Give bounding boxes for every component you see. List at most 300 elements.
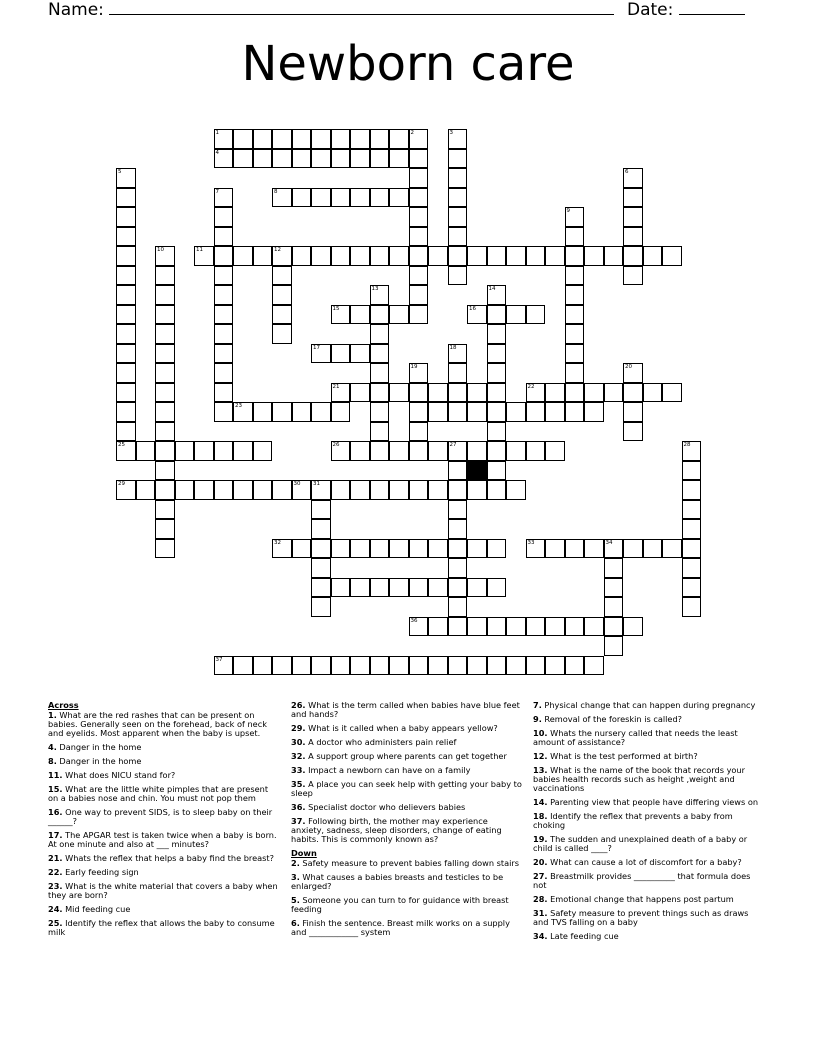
crossword-cell[interactable]	[662, 383, 682, 403]
crossword-cell[interactable]	[370, 129, 390, 149]
crossword-cell[interactable]	[233, 149, 253, 169]
crossword-cell[interactable]	[545, 402, 565, 422]
crossword-cell[interactable]	[233, 246, 253, 266]
crossword-cell[interactable]	[331, 383, 351, 403]
crossword-cell[interactable]	[467, 578, 487, 598]
crossword-cell[interactable]	[214, 480, 234, 500]
crossword-cell[interactable]	[155, 500, 175, 520]
crossword-cell[interactable]	[682, 558, 702, 578]
crossword-cell[interactable]	[311, 149, 331, 169]
crossword-cell[interactable]	[370, 305, 390, 325]
crossword-cell[interactable]	[389, 539, 409, 559]
crossword-cell[interactable]	[350, 539, 370, 559]
crossword-cell[interactable]	[292, 149, 312, 169]
crossword-cell[interactable]	[175, 480, 195, 500]
crossword-cell[interactable]	[428, 539, 448, 559]
crossword-cell[interactable]	[448, 558, 468, 578]
crossword-cell[interactable]	[272, 305, 292, 325]
crossword-cell[interactable]	[116, 168, 136, 188]
crossword-cell[interactable]	[623, 422, 643, 442]
crossword-cell[interactable]	[272, 188, 292, 208]
crossword-cell[interactable]	[584, 246, 604, 266]
crossword-cell[interactable]	[428, 480, 448, 500]
crossword-cell[interactable]	[233, 129, 253, 149]
crossword-cell[interactable]	[331, 539, 351, 559]
crossword-cell[interactable]	[272, 324, 292, 344]
crossword-cell[interactable]	[214, 441, 234, 461]
crossword-cell[interactable]	[116, 285, 136, 305]
crossword-cell[interactable]	[526, 402, 546, 422]
crossword-cell[interactable]	[116, 227, 136, 247]
crossword-cell[interactable]	[584, 383, 604, 403]
crossword-cell[interactable]	[448, 168, 468, 188]
crossword-cell[interactable]	[331, 402, 351, 422]
crossword-cell[interactable]	[370, 402, 390, 422]
crossword-cell[interactable]	[311, 188, 331, 208]
crossword-cell[interactable]	[623, 266, 643, 286]
crossword-cell[interactable]	[467, 402, 487, 422]
crossword-cell[interactable]	[448, 441, 468, 461]
crossword-cell[interactable]	[428, 402, 448, 422]
crossword-cell[interactable]	[604, 539, 624, 559]
crossword-cell[interactable]	[350, 129, 370, 149]
crossword-cell[interactable]	[409, 480, 429, 500]
crossword-cell[interactable]	[350, 441, 370, 461]
crossword-cell[interactable]	[214, 188, 234, 208]
crossword-cell[interactable]	[604, 578, 624, 598]
crossword-cell[interactable]	[155, 246, 175, 266]
crossword-cell[interactable]	[370, 656, 390, 676]
crossword-cell[interactable]	[311, 344, 331, 364]
crossword-cell[interactable]	[116, 188, 136, 208]
crossword-cell[interactable]	[623, 188, 643, 208]
crossword-cell[interactable]	[584, 656, 604, 676]
crossword-cell[interactable]	[506, 656, 526, 676]
crossword-cell[interactable]	[136, 441, 156, 461]
crossword-cell[interactable]	[331, 246, 351, 266]
crossword-cell[interactable]	[409, 656, 429, 676]
crossword-cell[interactable]	[448, 461, 468, 481]
crossword-cell[interactable]	[682, 441, 702, 461]
crossword-cell[interactable]	[604, 246, 624, 266]
crossword-cell[interactable]	[389, 246, 409, 266]
crossword-cell[interactable]	[116, 324, 136, 344]
crossword-cell[interactable]	[272, 129, 292, 149]
crossword-cell[interactable]	[409, 422, 429, 442]
crossword-cell[interactable]	[370, 324, 390, 344]
crossword-cell[interactable]	[311, 597, 331, 617]
crossword-cell[interactable]	[389, 578, 409, 598]
crossword-cell[interactable]	[565, 305, 585, 325]
crossword-cell[interactable]	[350, 246, 370, 266]
crossword-cell[interactable]	[487, 441, 507, 461]
crossword-cell[interactable]	[409, 207, 429, 227]
crossword-cell[interactable]	[409, 285, 429, 305]
crossword-cell[interactable]	[682, 597, 702, 617]
crossword-cell[interactable]	[116, 383, 136, 403]
crossword-cell[interactable]	[448, 227, 468, 247]
crossword-cell[interactable]	[350, 480, 370, 500]
crossword-cell[interactable]	[682, 519, 702, 539]
crossword-cell[interactable]	[487, 363, 507, 383]
crossword-cell[interactable]	[155, 344, 175, 364]
crossword-cell[interactable]	[155, 519, 175, 539]
crossword-cell[interactable]	[565, 402, 585, 422]
crossword-cell[interactable]	[662, 246, 682, 266]
crossword-cell[interactable]	[467, 305, 487, 325]
crossword-cell[interactable]	[272, 266, 292, 286]
crossword-cell[interactable]	[467, 383, 487, 403]
crossword-cell[interactable]	[623, 363, 643, 383]
crossword-cell[interactable]	[214, 266, 234, 286]
crossword-cell[interactable]	[409, 402, 429, 422]
crossword-cell[interactable]	[214, 383, 234, 403]
crossword-cell[interactable]	[487, 246, 507, 266]
crossword-cell[interactable]	[682, 578, 702, 598]
crossword-cell[interactable]	[428, 441, 448, 461]
crossword-cell[interactable]	[448, 480, 468, 500]
crossword-cell[interactable]	[682, 461, 702, 481]
crossword-cell[interactable]	[448, 246, 468, 266]
crossword-cell[interactable]	[350, 188, 370, 208]
crossword-cell[interactable]	[448, 207, 468, 227]
crossword-cell[interactable]	[350, 344, 370, 364]
crossword-cell[interactable]	[545, 656, 565, 676]
crossword-cell[interactable]	[292, 480, 312, 500]
crossword-cell[interactable]	[253, 129, 273, 149]
crossword-cell[interactable]	[136, 480, 156, 500]
crossword-cell[interactable]	[487, 305, 507, 325]
crossword-cell[interactable]	[487, 617, 507, 637]
crossword-cell[interactable]	[214, 656, 234, 676]
crossword-cell[interactable]	[331, 188, 351, 208]
crossword-cell[interactable]	[272, 539, 292, 559]
crossword-cell[interactable]	[370, 285, 390, 305]
crossword-cell[interactable]	[506, 305, 526, 325]
crossword-cell[interactable]	[506, 617, 526, 637]
crossword-cell[interactable]	[292, 656, 312, 676]
crossword-cell[interactable]	[565, 539, 585, 559]
crossword-cell[interactable]	[331, 656, 351, 676]
crossword-cell[interactable]	[584, 617, 604, 637]
crossword-cell[interactable]	[604, 558, 624, 578]
crossword-cell[interactable]	[116, 266, 136, 286]
crossword-cell[interactable]	[331, 578, 351, 598]
crossword-cell[interactable]	[565, 324, 585, 344]
crossword-cell[interactable]	[116, 363, 136, 383]
crossword-cell[interactable]	[370, 441, 390, 461]
crossword-cell[interactable]	[116, 422, 136, 442]
crossword-cell[interactable]	[155, 480, 175, 500]
crossword-cell[interactable]	[448, 500, 468, 520]
crossword-cell[interactable]	[292, 539, 312, 559]
crossword-cell[interactable]	[370, 383, 390, 403]
crossword-cell[interactable]	[526, 656, 546, 676]
crossword-cell[interactable]	[292, 402, 312, 422]
crossword-cell[interactable]	[350, 383, 370, 403]
crossword-cell[interactable]	[311, 402, 331, 422]
crossword-cell[interactable]	[409, 617, 429, 637]
crossword-cell[interactable]	[311, 656, 331, 676]
crossword-cell[interactable]	[389, 129, 409, 149]
crossword-cell[interactable]	[370, 480, 390, 500]
crossword-cell[interactable]	[214, 402, 234, 422]
crossword-cell[interactable]	[565, 344, 585, 364]
crossword-cell[interactable]	[292, 246, 312, 266]
crossword-cell[interactable]	[623, 383, 643, 403]
crossword-cell[interactable]	[214, 344, 234, 364]
crossword-cell[interactable]	[214, 149, 234, 169]
crossword-cell[interactable]	[409, 246, 429, 266]
crossword-cell[interactable]	[448, 129, 468, 149]
crossword-cell[interactable]	[233, 402, 253, 422]
crossword-cell[interactable]	[545, 246, 565, 266]
crossword-cell[interactable]	[409, 149, 429, 169]
crossword-cell[interactable]	[370, 188, 390, 208]
crossword-cell[interactable]	[370, 363, 390, 383]
crossword-cell[interactable]	[253, 402, 273, 422]
crossword-cell[interactable]	[214, 227, 234, 247]
crossword-cell[interactable]	[565, 363, 585, 383]
crossword-cell[interactable]	[526, 617, 546, 637]
crossword-cell[interactable]	[214, 305, 234, 325]
crossword-cell[interactable]	[409, 168, 429, 188]
crossword-cell[interactable]	[526, 246, 546, 266]
crossword-cell[interactable]	[526, 441, 546, 461]
crossword-cell[interactable]	[214, 324, 234, 344]
crossword-cell[interactable]	[214, 285, 234, 305]
crossword-cell[interactable]	[311, 246, 331, 266]
crossword-cell[interactable]	[467, 656, 487, 676]
crossword-cell[interactable]	[506, 441, 526, 461]
crossword-cell[interactable]	[233, 480, 253, 500]
crossword-cell[interactable]	[487, 480, 507, 500]
crossword-cell[interactable]	[467, 480, 487, 500]
crossword-cell[interactable]	[155, 441, 175, 461]
crossword-cell[interactable]	[409, 188, 429, 208]
crossword-cell[interactable]	[545, 383, 565, 403]
crossword-cell[interactable]	[311, 480, 331, 500]
crossword-cell[interactable]	[116, 344, 136, 364]
crossword-cell[interactable]	[526, 539, 546, 559]
crossword-cell[interactable]	[448, 188, 468, 208]
crossword-cell[interactable]	[506, 246, 526, 266]
crossword-cell[interactable]	[623, 539, 643, 559]
crossword-cell[interactable]	[448, 149, 468, 169]
crossword-cell[interactable]	[643, 539, 663, 559]
crossword-cell[interactable]	[350, 149, 370, 169]
crossword-cell[interactable]	[155, 461, 175, 481]
crossword-cell[interactable]	[389, 383, 409, 403]
crossword-cell[interactable]	[389, 188, 409, 208]
crossword-cell[interactable]	[370, 539, 390, 559]
crossword-cell[interactable]	[409, 539, 429, 559]
crossword-cell[interactable]	[409, 578, 429, 598]
crossword-cell[interactable]	[565, 383, 585, 403]
crossword-cell[interactable]	[370, 344, 390, 364]
crossword-cell[interactable]	[311, 519, 331, 539]
crossword-cell[interactable]	[604, 597, 624, 617]
crossword-cell[interactable]	[409, 441, 429, 461]
crossword-cell[interactable]	[448, 597, 468, 617]
crossword-cell[interactable]	[272, 480, 292, 500]
crossword-cell[interactable]	[487, 461, 507, 481]
crossword-cell[interactable]	[272, 285, 292, 305]
crossword-cell[interactable]	[233, 441, 253, 461]
crossword-cell[interactable]	[487, 285, 507, 305]
crossword-cell[interactable]	[292, 188, 312, 208]
crossword-cell[interactable]	[370, 422, 390, 442]
crossword-cell[interactable]	[155, 402, 175, 422]
crossword-cell[interactable]	[428, 246, 448, 266]
crossword-cell[interactable]	[331, 480, 351, 500]
crossword-cell[interactable]	[526, 305, 546, 325]
crossword-cell[interactable]	[623, 207, 643, 227]
crossword-cell[interactable]	[467, 617, 487, 637]
crossword-cell[interactable]	[331, 129, 351, 149]
crossword-cell[interactable]	[350, 578, 370, 598]
crossword-cell[interactable]	[331, 441, 351, 461]
crossword-cell[interactable]	[448, 266, 468, 286]
crossword-cell[interactable]	[448, 656, 468, 676]
crossword-cell[interactable]	[682, 539, 702, 559]
crossword-cell[interactable]	[565, 207, 585, 227]
crossword-cell[interactable]	[116, 305, 136, 325]
crossword-cell[interactable]	[116, 441, 136, 461]
crossword-cell[interactable]	[623, 227, 643, 247]
crossword-cell[interactable]	[604, 383, 624, 403]
crossword-cell[interactable]	[604, 636, 624, 656]
crossword-cell[interactable]	[448, 578, 468, 598]
crossword-cell[interactable]	[623, 402, 643, 422]
crossword-cell[interactable]	[311, 578, 331, 598]
crossword-cell[interactable]	[389, 305, 409, 325]
crossword-cell[interactable]	[331, 149, 351, 169]
crossword-cell[interactable]	[311, 558, 331, 578]
crossword-cell[interactable]	[428, 617, 448, 637]
crossword-cell[interactable]	[565, 617, 585, 637]
crossword-cell[interactable]	[155, 305, 175, 325]
crossword-cell[interactable]	[350, 656, 370, 676]
crossword-cell[interactable]	[370, 246, 390, 266]
crossword-cell[interactable]	[565, 266, 585, 286]
crossword-cell[interactable]	[194, 246, 214, 266]
crossword-cell[interactable]	[116, 402, 136, 422]
crossword-cell[interactable]	[389, 480, 409, 500]
crossword-cell[interactable]	[370, 149, 390, 169]
crossword-cell[interactable]	[155, 285, 175, 305]
crossword-cell[interactable]	[604, 617, 624, 637]
crossword-cell[interactable]	[623, 246, 643, 266]
crossword-cell[interactable]	[467, 539, 487, 559]
crossword-cell[interactable]	[389, 149, 409, 169]
crossword-cell[interactable]	[506, 480, 526, 500]
crossword-cell[interactable]	[448, 539, 468, 559]
crossword-cell[interactable]	[389, 441, 409, 461]
crossword-cell[interactable]	[526, 383, 546, 403]
crossword-cell[interactable]	[409, 266, 429, 286]
crossword-cell[interactable]	[428, 578, 448, 598]
crossword-cell[interactable]	[155, 266, 175, 286]
crossword-cell[interactable]	[331, 305, 351, 325]
crossword-cell[interactable]	[409, 363, 429, 383]
crossword-cell[interactable]	[214, 363, 234, 383]
crossword-cell[interactable]	[565, 656, 585, 676]
crossword-cell[interactable]	[565, 227, 585, 247]
crossword-cell[interactable]	[682, 500, 702, 520]
crossword-cell[interactable]	[116, 207, 136, 227]
crossword-cell[interactable]	[565, 285, 585, 305]
crossword-cell[interactable]	[331, 344, 351, 364]
crossword-cell[interactable]	[487, 383, 507, 403]
crossword-cell[interactable]	[448, 617, 468, 637]
crossword-cell[interactable]	[116, 480, 136, 500]
crossword-cell[interactable]	[311, 500, 331, 520]
crossword-cell[interactable]	[448, 519, 468, 539]
crossword-cell[interactable]	[545, 539, 565, 559]
crossword-cell[interactable]	[643, 383, 663, 403]
crossword-cell[interactable]	[409, 383, 429, 403]
crossword-cell[interactable]	[409, 305, 429, 325]
crossword-cell[interactable]	[487, 422, 507, 442]
crossword-cell[interactable]	[487, 578, 507, 598]
crossword-cell[interactable]	[175, 441, 195, 461]
crossword-cell[interactable]	[253, 480, 273, 500]
crossword-cell[interactable]	[409, 227, 429, 247]
crossword-cell[interactable]	[662, 539, 682, 559]
crossword-cell[interactable]	[389, 656, 409, 676]
crossword-cell[interactable]	[116, 246, 136, 266]
crossword-cell[interactable]	[428, 383, 448, 403]
crossword-cell[interactable]	[448, 363, 468, 383]
crossword-cell[interactable]	[292, 129, 312, 149]
crossword-cell[interactable]	[214, 246, 234, 266]
crossword-cell[interactable]	[467, 441, 487, 461]
crossword-cell[interactable]	[272, 149, 292, 169]
crossword-cell[interactable]	[233, 656, 253, 676]
crossword-cell[interactable]	[214, 207, 234, 227]
crossword-cell[interactable]	[155, 539, 175, 559]
crossword-cell[interactable]	[409, 129, 429, 149]
crossword-cell[interactable]	[487, 344, 507, 364]
crossword-cell[interactable]	[623, 168, 643, 188]
crossword-cell[interactable]	[584, 539, 604, 559]
crossword-cell[interactable]	[370, 578, 390, 598]
crossword-cell[interactable]	[155, 324, 175, 344]
crossword-cell[interactable]	[428, 656, 448, 676]
crossword-cell[interactable]	[155, 422, 175, 442]
crossword-cell[interactable]	[545, 441, 565, 461]
crossword-cell[interactable]	[487, 324, 507, 344]
crossword-cell[interactable]	[682, 480, 702, 500]
crossword-cell[interactable]	[214, 129, 234, 149]
crossword-cell[interactable]	[565, 246, 585, 266]
crossword-cell[interactable]	[311, 129, 331, 149]
crossword-cell[interactable]	[467, 246, 487, 266]
crossword-cell[interactable]	[584, 402, 604, 422]
crossword-cell[interactable]	[253, 656, 273, 676]
crossword-cell[interactable]	[194, 441, 214, 461]
crossword-cell[interactable]	[253, 246, 273, 266]
crossword-cell[interactable]	[448, 383, 468, 403]
crossword-cell[interactable]	[487, 539, 507, 559]
crossword-cell[interactable]	[253, 441, 273, 461]
crossword-cell[interactable]	[272, 402, 292, 422]
crossword-cell[interactable]	[545, 617, 565, 637]
crossword-cell[interactable]	[487, 656, 507, 676]
crossword-cell[interactable]	[311, 539, 331, 559]
crossword-cell[interactable]	[448, 344, 468, 364]
